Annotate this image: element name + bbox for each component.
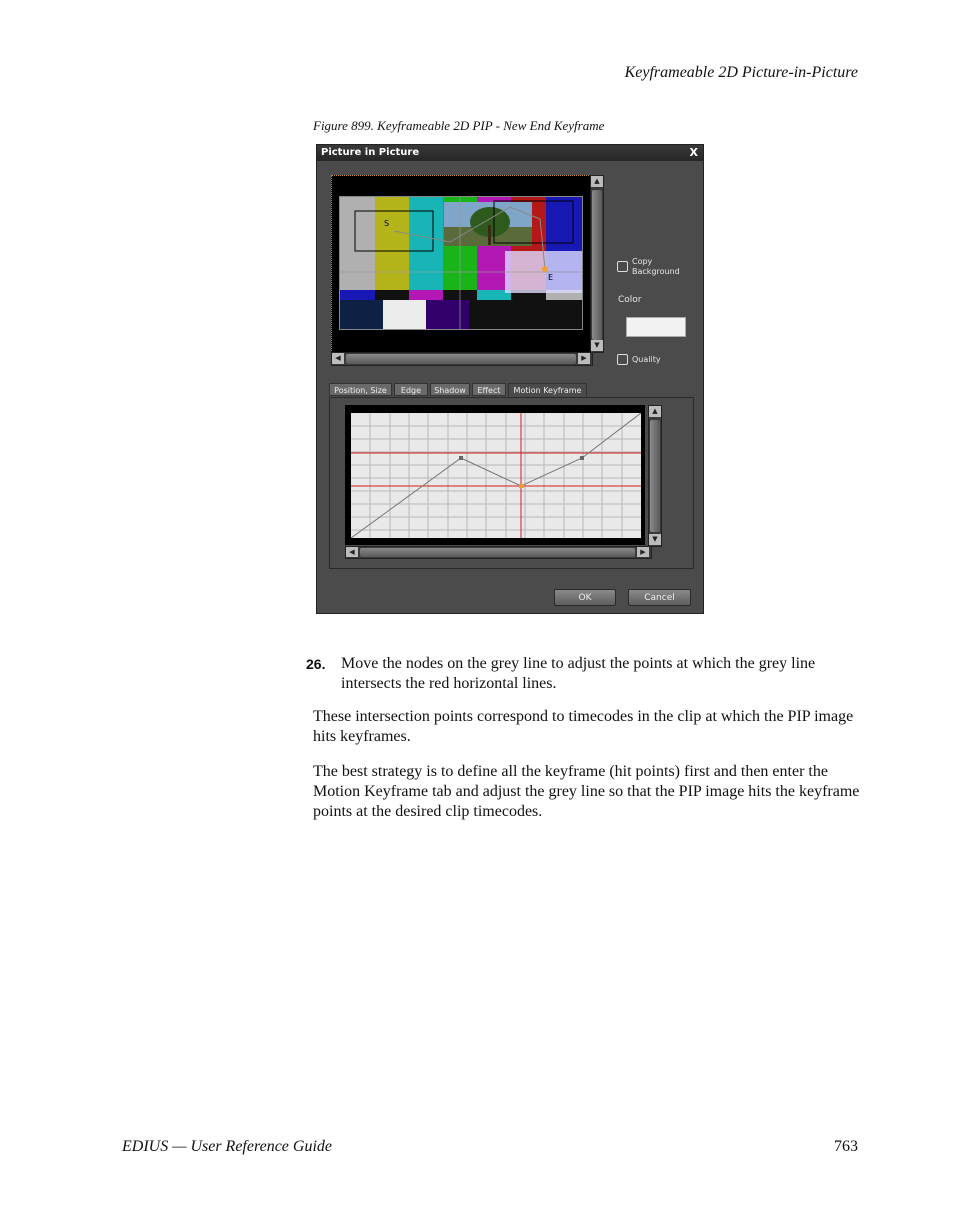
scroll-left-icon[interactable]: ◀ bbox=[346, 547, 358, 557]
close-icon[interactable]: X bbox=[689, 146, 698, 159]
preview-image bbox=[339, 196, 583, 330]
figure-caption: Figure 899. Keyframeable 2D PIP - New End Keyframe bbox=[313, 118, 605, 133]
color-swatch[interactable] bbox=[626, 317, 686, 337]
keyframe-node-selected[interactable] bbox=[519, 484, 524, 488]
scroll-up-icon[interactable]: ▲ bbox=[649, 406, 661, 417]
paragraph-strategy: The best strategy is to define all the keyframe (hit points) first and then enter the Motion Keyframe tab and adjust the grey line so that the PIP image hits the keyframe points at the desired clip timecodes. bbox=[313, 763, 860, 820]
preview-horizontal-thumb[interactable] bbox=[346, 354, 576, 364]
tab-shadow[interactable]: Shadow bbox=[430, 383, 470, 396]
color-label: Color bbox=[618, 295, 642, 305]
preview-frame[interactable] bbox=[331, 175, 595, 353]
color-bars-preview bbox=[340, 197, 582, 329]
scroll-right-icon[interactable]: ▶ bbox=[637, 547, 649, 557]
scroll-up-icon[interactable]: ▲ bbox=[591, 176, 603, 187]
running-header: Keyframeable 2D Picture-in-Picture bbox=[624, 64, 858, 81]
tab-position-size[interactable]: Position, Size bbox=[329, 383, 392, 396]
dialog-title: Picture in Picture bbox=[321, 147, 420, 158]
preview-horizontal-scrollbar[interactable] bbox=[331, 352, 593, 366]
keyframe-curve[interactable] bbox=[351, 413, 641, 538]
copy-background-checkbox[interactable] bbox=[617, 261, 628, 272]
paragraph-intersections: These intersection points correspond to timecodes in the clip at which the PIP image hits keyframes. bbox=[313, 708, 854, 745]
footer-guide-title: EDIUS — User Reference Guide bbox=[122, 1138, 333, 1155]
quality-checkbox[interactable] bbox=[617, 354, 628, 365]
quality-label: Quality bbox=[632, 355, 661, 364]
keyframe-graph-frame bbox=[345, 405, 645, 545]
graph-vertical-thumb[interactable] bbox=[650, 420, 660, 532]
graph-vertical-scrollbar[interactable] bbox=[648, 405, 662, 547]
keyframe-graph[interactable] bbox=[351, 413, 641, 538]
ok-button[interactable]: OK bbox=[554, 589, 616, 606]
copy-background-label: Copy Background bbox=[632, 257, 680, 276]
scroll-down-icon[interactable]: ▼ bbox=[591, 340, 603, 351]
scroll-right-icon[interactable]: ▶ bbox=[578, 353, 590, 364]
graph-horizontal-thumb[interactable] bbox=[360, 548, 635, 557]
pip-dialog bbox=[316, 144, 704, 614]
tab-effect[interactable]: Effect bbox=[472, 383, 506, 396]
preview-vertical-thumb[interactable] bbox=[592, 190, 602, 340]
preview-vertical-scrollbar[interactable] bbox=[590, 175, 604, 353]
step-number: 26. bbox=[306, 656, 326, 672]
keyframe-node[interactable] bbox=[580, 456, 584, 460]
page-number: 763 bbox=[834, 1138, 858, 1155]
keyframe-node[interactable] bbox=[459, 456, 463, 460]
dialog-titlebar bbox=[317, 145, 703, 161]
scroll-left-icon[interactable]: ◀ bbox=[332, 353, 344, 364]
scroll-down-icon[interactable]: ▼ bbox=[649, 534, 661, 545]
tab-motion-keyframe[interactable]: Motion Keyframe bbox=[508, 383, 587, 398]
tab-edge[interactable]: Edge bbox=[394, 383, 428, 396]
cancel-button[interactable]: Cancel bbox=[628, 589, 691, 606]
graph-horizontal-scrollbar[interactable] bbox=[345, 546, 652, 559]
motion-keyframe-panel bbox=[329, 397, 694, 569]
start-marker: S bbox=[384, 219, 390, 228]
end-marker: E bbox=[548, 273, 554, 282]
step-text: Move the nodes on the grey line to adjust the points at which the grey line intersects the red horizontal lines. bbox=[341, 655, 816, 692]
